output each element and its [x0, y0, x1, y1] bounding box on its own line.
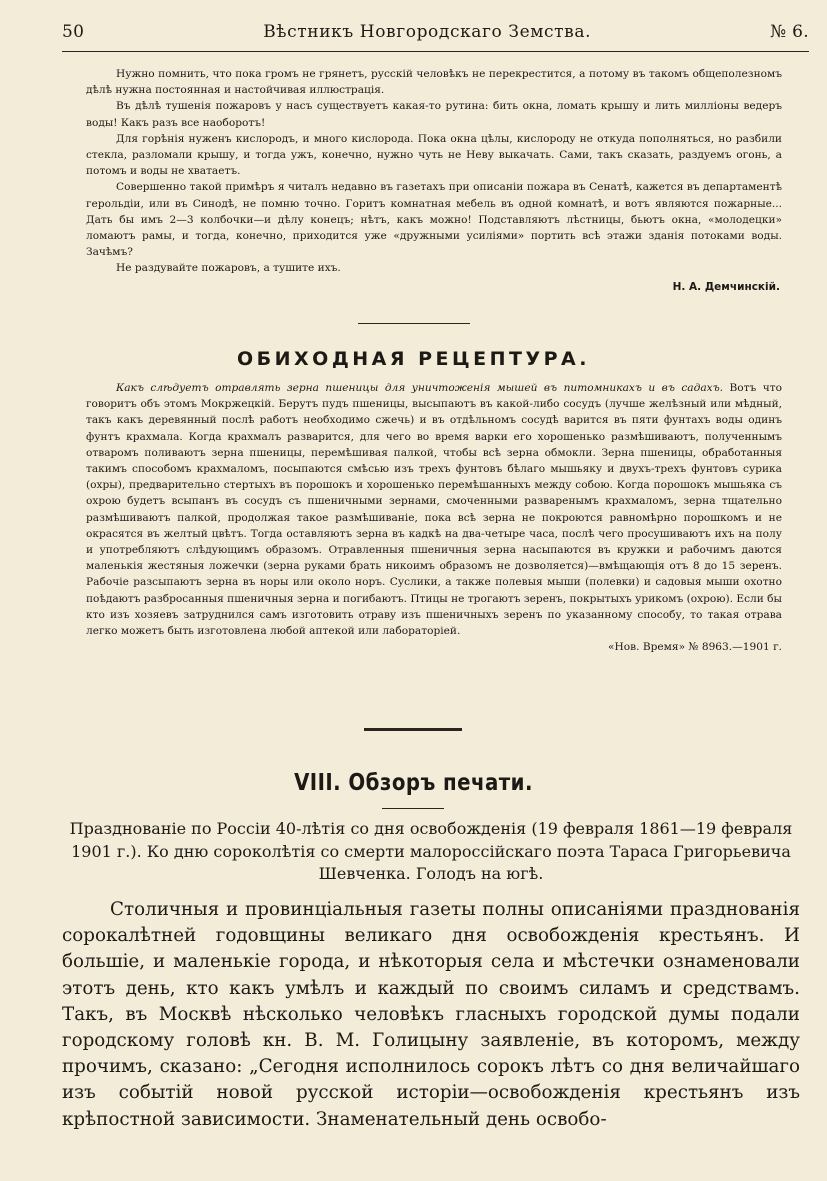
issue-number: № 6.	[770, 22, 809, 42]
recipe-source: «Нов. Время» № 8963.—1901 г.	[608, 641, 782, 654]
section-divider	[364, 728, 462, 731]
section-title-recipes: ОБИХОДНАЯ РЕЦЕПТУРА.	[237, 348, 590, 370]
title-underline	[382, 808, 444, 809]
paragraph: Совершенно такой примѣръ я читалъ недавно въ газетахъ при описаніи пожара въ Сенатѣ, кажется въ департаментѣ герольдіи, или въ Синодѣ, не помню точно. Горитъ комнатная мебель въ одной комнатѣ, и вотъ являются пожарные... Дать бы имъ 2—3 колбочки—и дѣлу конецъ; нѣтъ, какъ можно! Подставляютъ лѣстницы, бьютъ окна, «молодецки» ломаютъ рамы, и тогда, конечно, приходится уже «дружными усиліями» портить всѣ этажи зданія потоками воды. Зачѣмъ?	[86, 181, 782, 259]
article-fire-fighting	[86, 66, 782, 295]
article-recipes	[86, 380, 782, 655]
paragraph: Не раздувайте пожаровъ, а тушите ихъ.	[116, 262, 341, 275]
page-number: 50	[62, 22, 85, 42]
author-signature: Н. А. Демчинскій.	[672, 280, 780, 293]
recipe-body: Вотъ что говоритъ объ этомъ Мокржецкій. Берутъ пудъ пшеницы, высыпаютъ въ какой-либо сосудъ (лучше желѣзный или мѣдный, такъ какъ деревянный послѣ работъ необходимо сжечь) и въ отдѣльномъ сосудѣ варится въ пяти фунтахъ воды одинъ фунтъ крахмала. Когда крахмалъ разварится, для чего во время варки его хорошенько размѣшиваютъ, полученнымъ отваромъ поливаютъ зерна пшеницы, перемѣшивая палкой, чтобы всѣ зерна обмокли. Зерна пшеницы, обработанныя такимъ способомъ крахмаломъ, посыпаются смѣсью изъ трехъ фунтовъ бѣлаго мышьяку и двухъ-трехъ фунтовъ сурика (охры), предварительно стертыхъ въ порошокъ и хорошенько перемѣшанныхъ между собою. Когда порошокъ мышьяка съ охрою будетъ всыпанъ въ сосудъ съ пшеничными зернами, смоченными разваренымъ крахмаломъ, зерна тщательно размѣшиваютъ палкой, продолжая такое размѣшиваніе, пока всѣ зерна не покроются равномѣрно порошкомъ и не окрасятся въ желтый цвѣтъ. Тогда оставляютъ зерна въ кадкѣ на два-четыре часа, послѣ чего просушиваютъ ихъ на полу и употребляютъ слѣдующимъ образомъ. Отравленныя пшеничныя зерна насыпаются въ кружки и рабочимъ даются маленькія жестяныя ложечки (зерна руками брать никоимъ образомъ не дозволяется)—вмѣщающія отъ 8 до 15 зеренъ. Рабочіе разсыпаютъ зерна въ норы или около норъ. Суслики, а также полевыя мыши (полевки) и садовыя мыши охотно поѣдаютъ разбросанныя пшеничныя зерна и погибаютъ. Птицы не трогаютъ зеренъ, покрытыхъ урикомъ (охрою). Если бы кто изъ хозяевъ затруднился самъ изготовить отраву изъ пшеничныхъ зеренъ по указанному способу, то такая отрава легко можетъ быть изготовлена любой аптекой или лабораторіей.	[86, 382, 782, 638]
page-header	[62, 18, 809, 46]
paragraph: Для горѣнія нуженъ кислородъ, и много кислорода. Пока окна цѣлы, кислороду не откуда пополняться, но разбили стекла, разломали крышу, и тогда ужъ, конечно, нужно чуть не Неву выкачать. Сами, такъ сказать, раздуемъ огонь, а потомъ и воды не хватаетъ.	[86, 132, 782, 178]
header-rule	[62, 51, 809, 52]
recipe-lead: Какъ слѣдуетъ отравлять зерна пшеницы для уничтоженія мышей въ питомникахъ и въ садахъ.	[116, 382, 724, 394]
journal-title: Вѣстникъ Новгородскаго Земства.	[263, 22, 592, 42]
paragraph: Столичныя и провинціальныя газеты полны описаніями празднованія сорокалѣтней годовщины великаго дня освобожденія крестьянъ. И большіе, и маленькіе города, и нѣкоторыя села и мѣстечки ознаменовали этотъ день, кто какъ умѣлъ и каждый по своимъ силамъ и средствамъ. Такъ, въ Москвѣ нѣсколько человѣкъ гласныхъ городской думы подали городскому головѣ кн. В. М. Голицыну заявленіе, въ которомъ, между прочимъ, сказано: „Сегодня исполнилось сорокъ лѣтъ со дня величайшаго изъ событій новой русской исторіи—освобожденія крестьянъ изъ крѣпостной зависимости. Знаменательный день освобо-	[62, 899, 800, 1130]
press-review-subheading: Празднованіе по Россіи 40-лѣтія со дня освобожденія (19 февраля 1861—19 февраля 1901 г.). Ко дню сороколѣтія со смерти малороссійскаго поэта Тараса Григорьевича Шевченка. Голодъ на югѣ.	[69, 819, 793, 883]
paragraph: Въ дѣлѣ тушенія пожаровъ у насъ существуетъ какая-то рутина: бить окна, ломать крышу и лить милліоны ведеръ воды! Какъ разъ все наоборотъ!	[86, 100, 782, 129]
press-review-body	[62, 897, 800, 1133]
section-title-press-review: VIII. Обзоръ печати.	[294, 770, 533, 796]
paragraph: Нужно помнить, что пока громъ не грянетъ, русскій человѣкъ не перекрестится, а потому въ такомъ общеполезномъ дѣлѣ нужна постоянная и настойчивая иллюстрація.	[86, 68, 782, 97]
section-divider	[358, 323, 470, 324]
recipe-paragraph	[86, 380, 782, 639]
